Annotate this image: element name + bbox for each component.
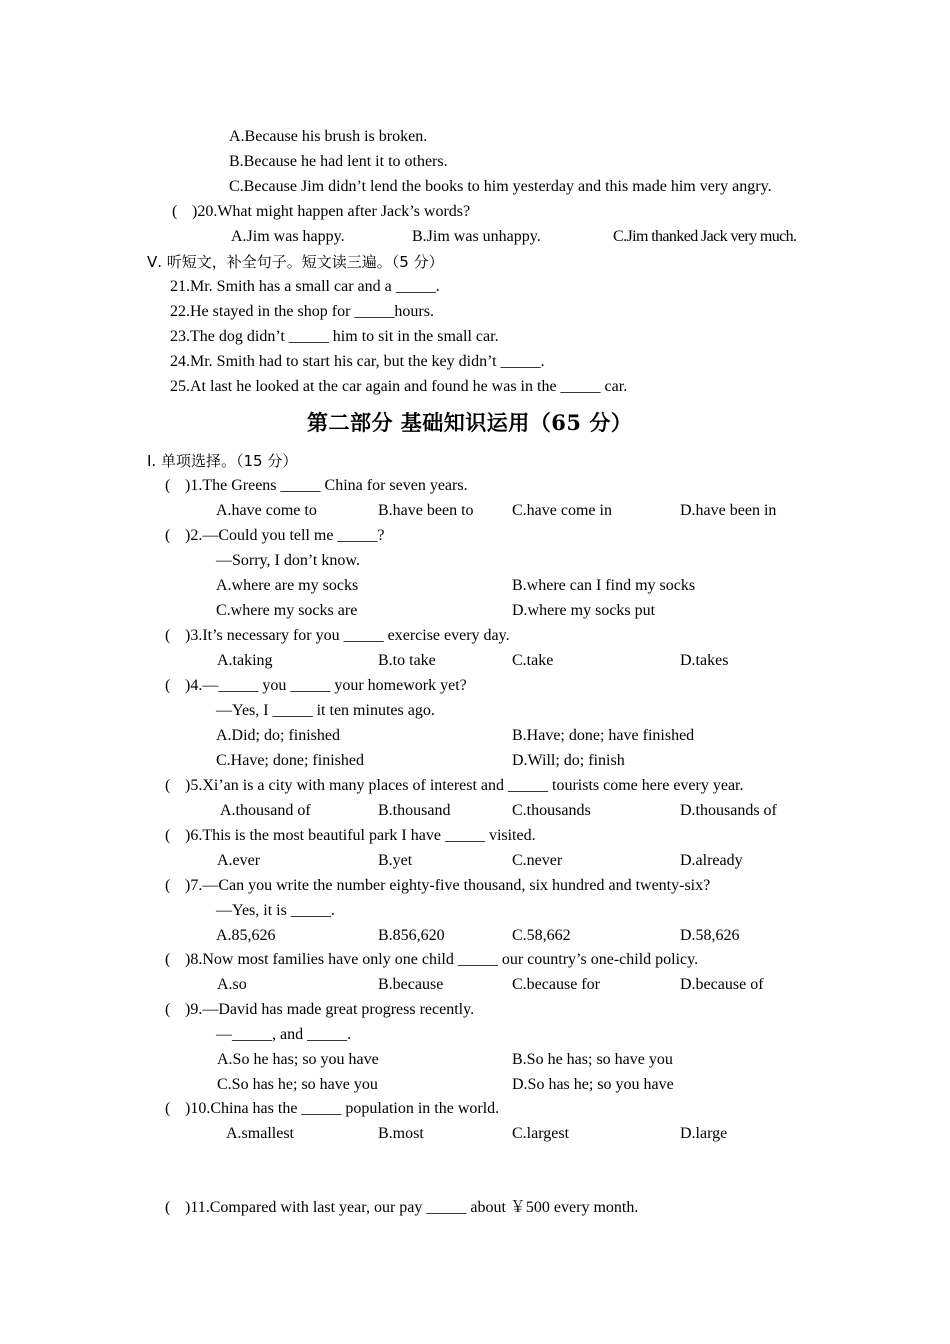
q4-option-b: B.Have; done; have finished	[512, 727, 695, 744]
q4-option-a: A.Did; do; finished	[216, 727, 340, 744]
question-text: )20.What might happen after Jack’s words?	[192, 203, 471, 220]
q7-option-b: B.856,620	[378, 927, 445, 944]
q9-option-d: D.So has he; so you have	[512, 1076, 674, 1093]
q7-option-d: D.58,626	[680, 927, 740, 944]
q19-option-b: B.Because he had lent it to others.	[229, 153, 448, 170]
q20-option-c: C.Jim thanked Jack very much.	[613, 228, 797, 245]
sentence-21: 21.Mr. Smith has a small car and a _____.	[170, 278, 440, 295]
q1-option-a: A.have come to	[216, 502, 317, 519]
q8-option-d: D.because of	[680, 976, 764, 993]
q9-option-b: B.So he has; so have you	[512, 1051, 673, 1068]
answer-paren: (	[172, 203, 178, 220]
answer-paren: (	[165, 477, 171, 494]
question-text: )7.—Can you write the number eighty-five thousand, six hundred and twenty-six?	[185, 877, 711, 894]
q19-option-a: A.Because his brush is broken.	[229, 128, 428, 145]
q3-stem	[165, 626, 510, 646]
q2-option-c: C.where my socks are	[216, 602, 358, 619]
q2-option-a: A.where are my socks	[216, 577, 359, 594]
q10-stem	[165, 1099, 499, 1119]
q9-option-c: C.So has he; so have you	[217, 1076, 378, 1093]
sentence-24: 24.Mr. Smith had to start his car, but the key didn’t _____.	[170, 353, 545, 370]
q5-stem	[165, 776, 744, 796]
q7-option-c: C.58,662	[512, 927, 571, 944]
sentence-22: 22.He stayed in the shop for _____hours.	[170, 303, 434, 320]
q5-option-b: B.thousand	[378, 802, 451, 819]
q8-option-c: C.because for	[512, 976, 600, 993]
q1-option-c: C.have come in	[512, 502, 612, 519]
q6-option-b: B.yet	[378, 852, 413, 869]
q10-option-b: B.most	[378, 1125, 424, 1142]
q11-stem	[165, 1198, 638, 1218]
q19-option-c: C.Because Jim didn’t lend the books to him yesterday and this made him very angry.	[229, 178, 772, 195]
q6-stem	[165, 826, 536, 846]
question-text: )4.—_____ you _____ your homework yet?	[185, 677, 467, 694]
question-text: )8.Now most families have only one child _____ our country’s one-child policy.	[185, 951, 699, 968]
q6-option-d: D.already	[680, 852, 743, 869]
question-text: )3.It’s necessary for you _____ exercise every day.	[185, 627, 510, 644]
answer-paren: (	[165, 1001, 171, 1018]
answer-paren: (	[165, 627, 171, 644]
q2-stem	[165, 526, 385, 546]
q9-option-a: A.So he has; so you have	[217, 1051, 379, 1068]
q4-option-d: D.Will; do; finish	[512, 752, 625, 769]
q6-option-a: A.ever	[217, 852, 261, 869]
q3-option-c: C.take	[512, 652, 554, 669]
q9-reply: —_____, and _____.	[216, 1026, 352, 1043]
q10-option-a: A.smallest	[226, 1125, 294, 1142]
q8-option-a: A.so	[217, 976, 247, 993]
q7-reply: —Yes, it is _____.	[216, 902, 335, 919]
question-text: )5.Xi’an is a city with many places of interest and _____ tourists come here every year.	[185, 777, 744, 794]
q20-option-b: B.Jim was unhappy.	[412, 228, 541, 245]
question-text: )11.Compared with last year, our pay _____ about ￥500 every month.	[185, 1199, 639, 1216]
q2-option-b: B.where can I find my socks	[512, 577, 696, 594]
question-text: )1.The Greens _____ China for seven years.	[185, 477, 468, 494]
q2-option-d: D.where my socks put	[512, 602, 656, 619]
q10-option-d: D.large	[680, 1125, 728, 1142]
q10-option-c: C.largest	[512, 1125, 570, 1142]
q4-stem	[165, 676, 467, 696]
question-text: )10.China has the _____ population in the world.	[185, 1100, 500, 1117]
q2-reply: —Sorry, I don’t know.	[216, 552, 360, 569]
q1-option-d: D.have been in	[680, 502, 777, 519]
q6-option-c: C.never	[512, 852, 563, 869]
answer-paren: (	[165, 827, 171, 844]
answer-paren: (	[165, 1199, 171, 1216]
q3-option-a: A.taking	[217, 652, 273, 669]
q20-option-a: A.Jim was happy.	[231, 228, 345, 245]
q3-option-b: B.to take	[378, 652, 436, 669]
answer-paren: (	[165, 951, 171, 968]
q4-reply: —Yes, I _____ it ten minutes ago.	[216, 702, 435, 719]
answer-paren: (	[165, 877, 171, 894]
q8-option-b: B.because	[378, 976, 444, 993]
question-text: )6.This is the most beautiful park I have _____ visited.	[185, 827, 536, 844]
answer-paren: (	[165, 777, 171, 794]
question-text: )2.—Could you tell me _____?	[185, 527, 385, 544]
q7-stem	[165, 876, 710, 896]
q7-option-a: A.85,626	[216, 927, 276, 944]
q5-option-a: A.thousand of	[220, 802, 311, 819]
part-two-title: 第二部分 基础知识运用（65 分）	[307, 410, 633, 435]
section-i-heading: Ⅰ. 单项选择。（15 分）	[147, 452, 298, 470]
section-v-heading: Ⅴ. 听短文，补全句子。短文读三遍。（5 分）	[147, 253, 444, 271]
q5-option-c: C.thousands	[512, 802, 591, 819]
q5-option-d: D.thousands of	[680, 802, 777, 819]
q8-stem	[165, 950, 698, 970]
answer-paren: (	[165, 677, 171, 694]
sentence-23: 23.The dog didn’t _____ him to sit in the small car.	[170, 328, 499, 345]
q4-option-c: C.Have; done; finished	[216, 752, 364, 769]
q1-stem	[165, 476, 468, 496]
q3-option-d: D.takes	[680, 652, 729, 669]
answer-paren: (	[165, 1100, 171, 1117]
q9-stem	[165, 1000, 474, 1020]
question-text: )9.—David has made great progress recently.	[185, 1001, 475, 1018]
answer-paren: (	[165, 527, 171, 544]
q20-stem	[172, 202, 470, 222]
sentence-25: 25.At last he looked at the car again and found he was in the _____ car.	[170, 378, 628, 395]
q1-option-b: B.have been to	[378, 502, 474, 519]
